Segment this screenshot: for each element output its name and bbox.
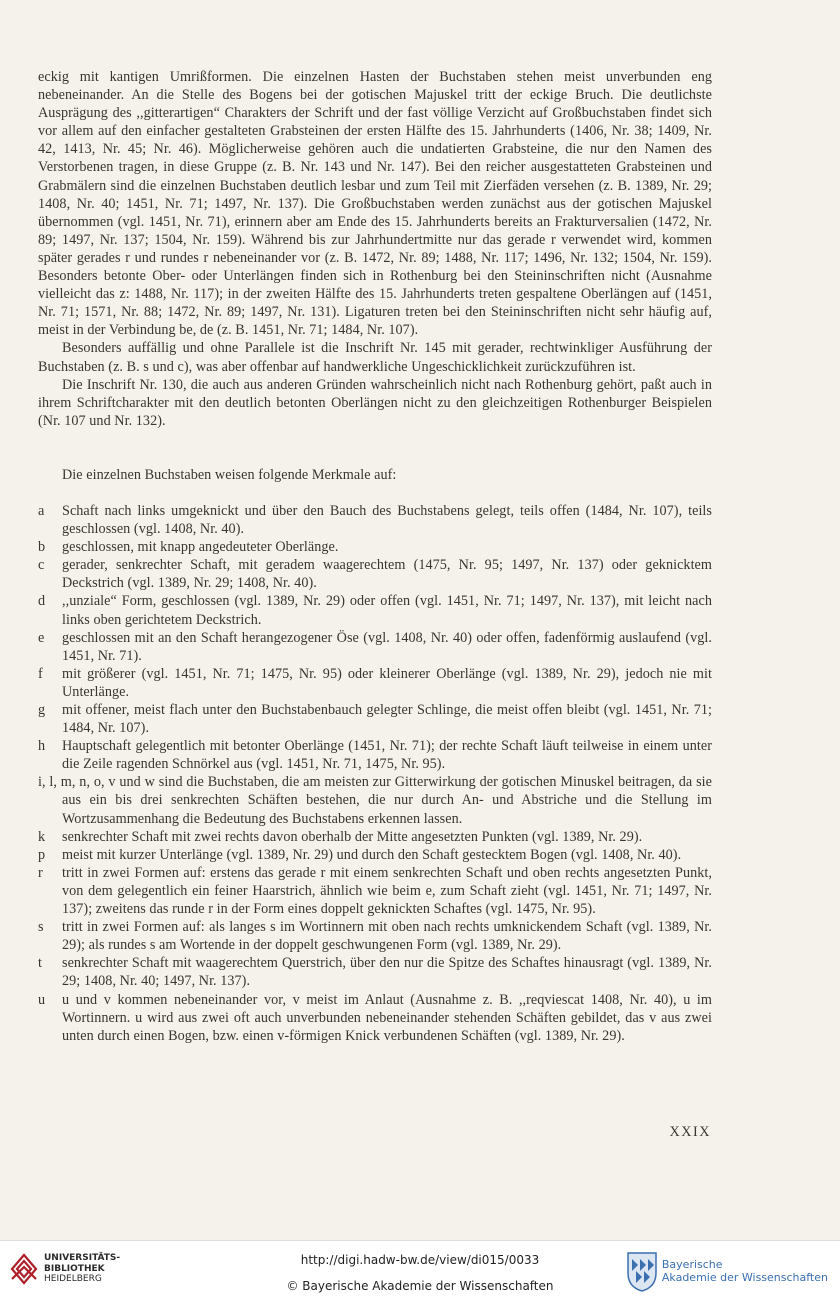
letter-entry-r: r tritt in zwei Formen auf: erstens das gerade r mit einem senkrechten Schaft und oben rechts angesetzten Punkt, von dem gelegentlich ein feiner Haarstrich, ähnlich wie beim e, zum Schaft zieht (vgl. 1451, Nr. 71; 1497, Nr. 137); zweitens das runde r in der Form eines doppelt geknickten Schaftes (vgl. 1475, Nr. 95). — [38, 864, 712, 918]
body-text — [38, 68, 712, 1045]
library-name-line2: BIBLIOTHEK — [44, 1263, 105, 1274]
footer-bar — [0, 1240, 840, 1299]
library-name-line1: UNIVERSITÄTS- — [44, 1253, 121, 1264]
academy-logo[interactable] — [624, 1249, 828, 1293]
library-name-line3: HEIDELBERG — [44, 1274, 102, 1285]
letter-entry-g: g mit offener, meist flach unter den Buchstabenbauch gelegter Schlinge, die meist offen bleibt (vgl. 1451, Nr. 71; 1484, Nr. 107). — [38, 702, 712, 737]
letter-entry-b: b geschlossen, mit knapp angedeuteter Oberlänge. — [38, 539, 339, 556]
letter-entry-f: f mit größerer (vgl. 1451, Nr. 71; 1475, Nr. 95) oder kleinerer Oberlänge (vgl. 1389, Nr. 29), jedoch nie mit Unterlänge. — [38, 665, 712, 700]
list-intro: Die einzelnen Buchstaben weisen folgende Merkmale auf: — [62, 466, 397, 483]
paragraph-1: eckig mit kantigen Umrißformen. Die einzelnen Hasten der Buchstaben stehen meist unverbunden eng nebeneinander. An die Stelle des Bogens bei der gotischen Majuskel tritt der eckige Bruch. Die deutlichste Ausprägung des ,,gitterartigen“ Charakters der Schrift und der fast völlige Verzicht auf Großbuchstaben findet sich vor allem auf den einfacher gestalteten Grabsteinen der ersten Hälfte des 15. Jahrhunderts (1406, Nr. 38; 1409, Nr. 42, 1413, Nr. 45; Nr. 46). Möglicherweise gehören auch die undatierten Grabsteine, die nur den Namen des Verstorbenen tragen, in diese Gruppe (z. B. Nr. 143 und Nr. 147). Bei den reicher ausgestatteten Grabsteinen und Grabmälern sind die einzelnen Buchstaben deutlich lesbar und zum Teil mit Zierfäden versehen (z. B. 1389, Nr. 29; 1408, Nr. 40; 1451, Nr. 71; 1497, Nr. 137). Die Großbuchstaben werden zunächst aus der gotischen Majuskel übernommen (vgl. 1451, Nr. 71), erinnern aber am Ende des 15. Jahrhunderts bereits an Frakturversalien (1472, Nr. 89; 1497, Nr. 137; 1504, Nr. 159). Während bis zur Jahrhundertmitte nur das gerade r verwendet wird, kommen später gerades r und rundes r nebeneinander vor (z. B. 1472, Nr. 89; 1488, Nr. 117; 1496, Nr. 132; 1504, Nr. 159). Besonders betonte Ober- oder Unterlängen finden sich in Rothenburg bei den Steininschriften nicht (Ausnahme vielleicht das z: 1488, Nr. 117); in der zweiten Hälfte des 15. Jahrhunderts treten gespaltene Oberlängen auf (1451, Nr. 71; 1571, Nr. 88; 1472, Nr. 89; 1497, Nr. 131). Ligaturen treten bei den Steininschriften nicht sehr häufig auf, meist in der Verbindung be, de (z. B. 1451, Nr. 71; 1484, Nr. 107). — [38, 69, 712, 339]
letter-entry-e: e geschlossen mit an den Schaft herangezogener Öse (vgl. 1408, Nr. 40) oder offen, fadenförmig auslaufend (vgl. 1451, Nr. 71). — [38, 629, 712, 664]
paragraph-2: Besonders auffällig und ohne Parallele ist die Inschrift Nr. 145 mit gerader, rechtwinkliger Ausführung der Buchstaben (z. B. s und c), was aber offenbar auf handwerkliche Ungeschicklichkeit zurückzuführen ist. — [38, 340, 712, 375]
permalink-url[interactable]: http://digi.hadw-bw.de/view/di015/0033 — [300, 1253, 540, 1267]
academy-name-line2: Akademie der Wissenschaften — [661, 1271, 828, 1284]
letter-entry-a: a Schaft nach links umgeknickt und über den Bauch des Buchstabens gelegt, teils offen (1484, Nr. 107), teils geschlossen (vgl. 1408, Nr. 40). — [38, 502, 712, 538]
letter-entry-t: t senkrechter Schaft mit waagerechtem Querstrich, über den nur die Spitze des Schaftes hinausragt (vgl. 1389, Nr. 29; 1408, Nr. 40; 1497, Nr. 137). — [38, 955, 712, 990]
letter-entry-h: h Hauptschaft gelegentlich mit betonter Oberlänge (1451, Nr. 71); der rechte Schaft läuft teilweise in einem unter die Zeile ragenden Schnörkel aus (vgl. 1451, Nr. 71, 1475, Nr. 95). — [38, 738, 712, 773]
letter-entry-c: c gerader, senkrechter Schaft, mit geradem waagerechtem (1475, Nr. 95; 1497, Nr. 137) oder geknicktem Deckstrich (vgl. 1389, Nr. 29; 1408, Nr. 40). — [38, 557, 712, 592]
letter-entry-k: k senkrechter Schaft mit zwei rechts davon oberhalb der Mitte angesetzten Punkten (vgl. 1389, Nr. 29). — [38, 828, 643, 845]
academy-name-line1: Bayerische — [661, 1258, 723, 1271]
letter-entry-p: p meist mit kurzer Unterlänge (vgl. 1389, Nr. 29) und durch den Schaft gestecktem Bogen (vgl. 1408, Nr. 40). — [38, 846, 682, 863]
academy-crest-icon — [624, 1249, 660, 1293]
letter-entry-i-l-m-n-o-v-w: i, l, m, n, o, v und w sind die Buchstaben, die am meisten zur Gitterwirkung der gotischen Minuskel beitragen, da sie aus ein bis drei senkrechten Schäften bestehen, die nur durch An- und Abstriche und die Stellung im Wortzusammenhang die Bedeutung des Buchstabens erkennen lassen. — [38, 774, 712, 827]
page-number: XXIX — [669, 1124, 711, 1140]
letter-entry-s: s tritt in zwei Formen auf: als langes s im Wortinnern mit oben nach rechts umknickendem Schaft (vgl. 1389, Nr. 29); als rundes s am Wortende in der doppelt geschwungenen Form (vgl. 1389, Nr. 29). — [38, 919, 712, 954]
letter-entry-d: d ,,unziale“ Form, geschlossen (vgl. 1389, Nr. 29) oder offen (vgl. 1451, Nr. 71; 1497, Nr. 137), mit leicht nach links oben gerichtetem Deckstrich. — [38, 593, 712, 628]
paragraph-3: Die Inschrift Nr. 130, die auch aus anderen Gründen wahrscheinlich nicht nach Rothenburg gehört, paßt auch in ihrem Schriftcharakter mit den deutlich betonten Oberlängen nicht zu den gleichzeitigen Rothenburger Beispielen (Nr. 107 und Nr. 132). — [38, 376, 712, 429]
letter-entry-u: u u und v kommen nebeneinander vor, v meist im Anlaut (Ausnahme z. B. ,,reqviescat 1408, Nr. 40), u im Wortinnern. u wird aus zwei oft auch unverbunden nebeneinander stehenden Schäften gebildet, das v aus zwei unten durch einen Bogen, bzw. einen v-förmigen Knick verbundenen Schäften (vgl. 1389, Nr. 29). — [38, 991, 712, 1044]
copyright-notice: © Bayerische Akademie der Wissenschaften — [286, 1279, 554, 1293]
